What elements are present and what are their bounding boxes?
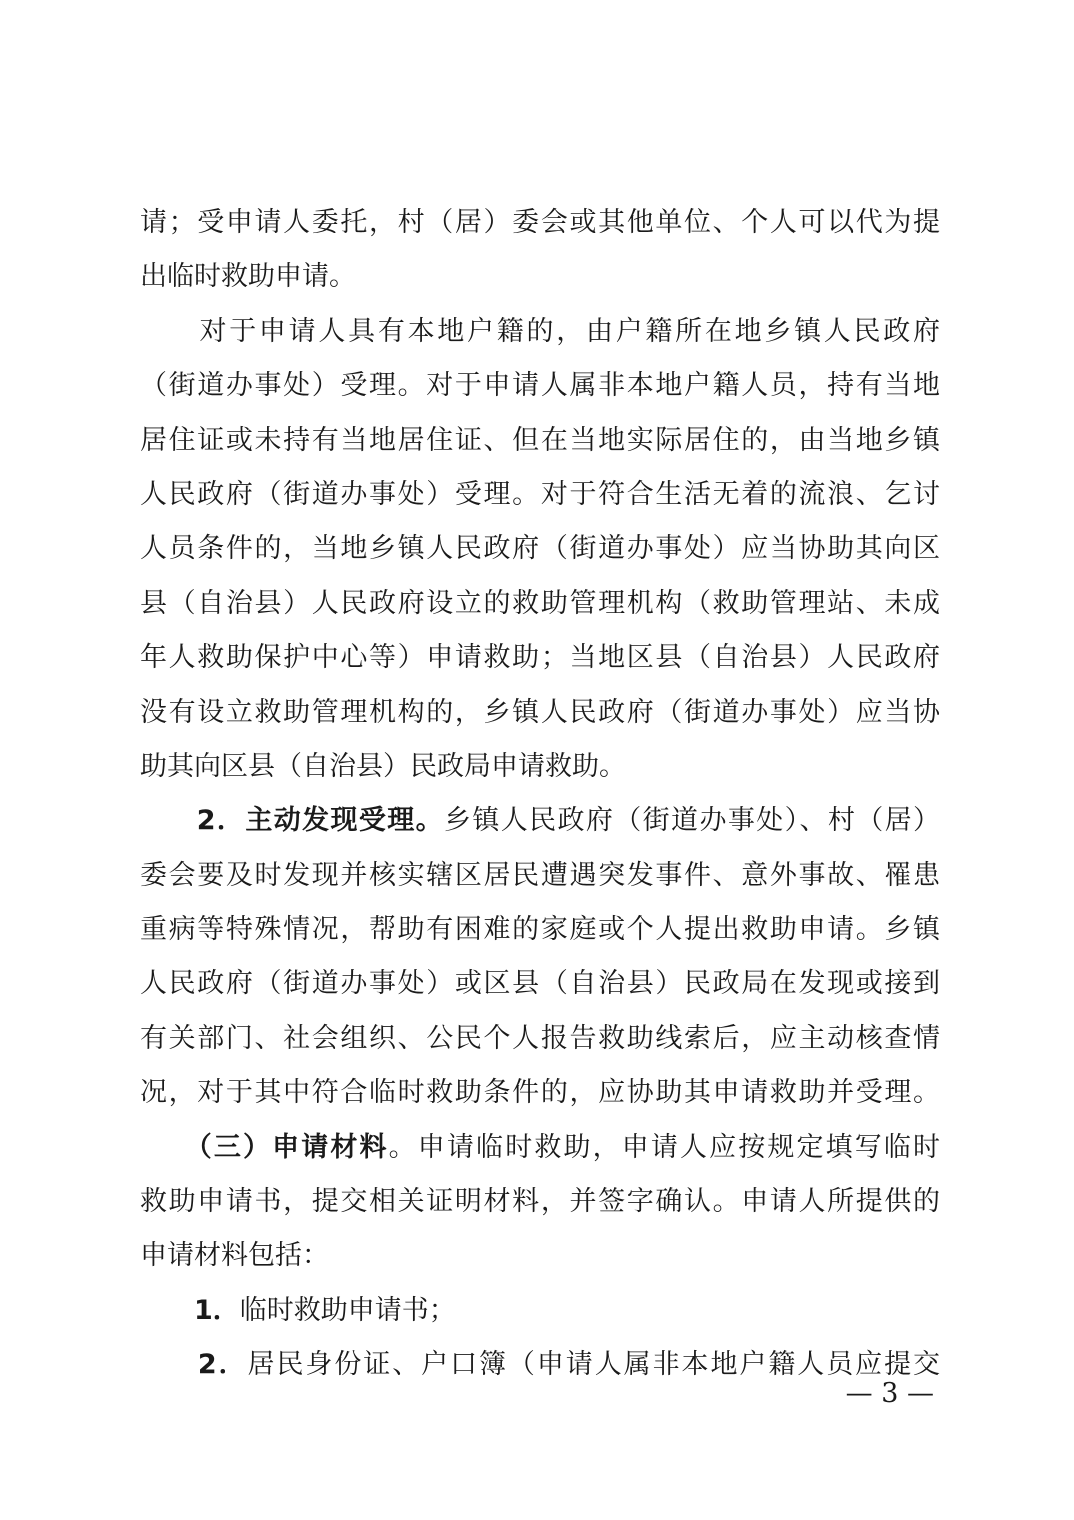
text-line: 人员条件的，当地乡镇人民政府（街道办事处）应当协助其向区 [140, 533, 940, 565]
text-run: 。申请临时救助，申请人应按规定填写临时 [388, 1131, 941, 1163]
text-line: 委会要及时发现并核实辖区居民遭遇突发事件、意外事故、罹患 [140, 859, 940, 891]
section-heading: （三）申请材料 [140, 1131, 389, 1163]
text-line: 重病等特殊情况，帮助有困难的家庭或个人提出救助申请。乡镇 [140, 914, 940, 946]
text-line: 救助申请书，提交相关证明材料，并签字确认。申请人所提供的 [140, 1186, 940, 1218]
section-heading-line [140, 794, 940, 848]
text-line: （街道办事处）受理。对于申请人属非本地户籍人员，持有当地 [140, 370, 940, 402]
text-line: 有关部门、社会组织、公民个人报告救助线索后，应主动核查情 [140, 1022, 940, 1054]
list-item-text: 居民身份证、户口簿（申请人属非本地户籍人员应提交 [247, 1349, 940, 1381]
body-text [140, 196, 940, 1393]
list-item [140, 1284, 940, 1338]
list-item-text: 临时救助申请书； [239, 1294, 456, 1326]
list-item [140, 1338, 940, 1392]
text-line: 人民政府（街道办事处）或区县（自治县）民政局在发现或接到 [140, 968, 940, 1000]
text-line: 出临时救助申请。 [140, 261, 356, 293]
section-heading: 2．主动发现受理。 [140, 805, 444, 837]
text-run: 乡镇人民政府（街道办事处）、村（居） [444, 805, 940, 837]
text-line: 对于申请人具有本地户籍的，由户籍所在地乡镇人民政府 [140, 315, 940, 347]
text-line: 县（自治县）人民政府设立的救助管理机构（救助管理站、未成 [140, 587, 940, 619]
text-line: 申请材料包括： [140, 1240, 329, 1272]
text-line: 居住证或未持有当地居住证、但在当地实际居住的，由当地乡镇 [140, 424, 940, 456]
text-line: 人民政府（街道办事处）受理。对于符合生活无着的流浪、乞讨 [140, 478, 940, 510]
text-line: 没有设立救助管理机构的，乡镇人民政府（街道办事处）应当协 [140, 696, 940, 728]
text-line: 年人救助保护中心等）申请救助；当地区县（自治县）人民政府 [140, 642, 940, 674]
text-line: 况，对于其中符合临时救助条件的，应协助其申请救助并受理。 [140, 1077, 940, 1109]
list-item-number: 1． [140, 1294, 240, 1326]
section-heading-line [140, 1121, 940, 1175]
list-item-number: 2． [140, 1349, 248, 1381]
text-line: 助其向区县（自治县）民政局申请救助。 [140, 750, 626, 782]
page-number: — 3 — [845, 1378, 934, 1409]
text-line: 请；受申请人委托，村（居）委会或其他单位、个人可以代为提 [140, 207, 940, 238]
